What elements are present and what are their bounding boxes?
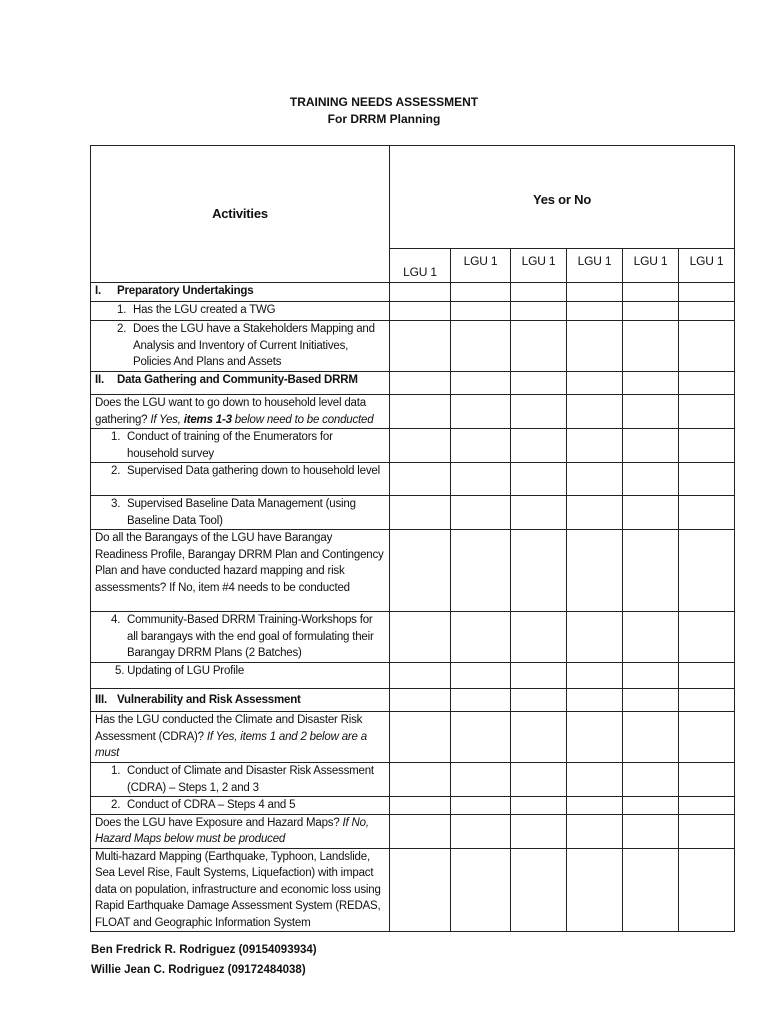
- section-title: [91, 283, 390, 302]
- answer-cell[interactable]: [390, 848, 451, 932]
- question-condition: If Yes,: [150, 413, 181, 426]
- answer-cell[interactable]: [567, 814, 623, 848]
- answer-cell[interactable]: [679, 612, 735, 663]
- answer-cell[interactable]: [511, 496, 567, 530]
- item-number: 1.: [117, 304, 127, 316]
- lgu-column-header: LGU 1: [390, 249, 451, 283]
- answer-cell[interactable]: [390, 763, 451, 797]
- item-text: Supervised Baseline Data Management (using Baseline Data Tool): [127, 498, 356, 527]
- answer-cell[interactable]: [567, 372, 623, 395]
- answer-cell[interactable]: [567, 463, 623, 496]
- answer-cell[interactable]: [451, 763, 511, 797]
- answer-cell[interactable]: [511, 814, 567, 848]
- answer-cell[interactable]: [567, 612, 623, 663]
- answer-cell[interactable]: [679, 395, 735, 429]
- section-label: Preparatory Undertakings: [117, 285, 254, 297]
- answer-cell[interactable]: [623, 321, 679, 372]
- answer-cell[interactable]: [679, 496, 735, 530]
- item-text: Conduct of CDRA – Steps 4 and 5: [127, 799, 296, 811]
- answer-cell[interactable]: [511, 463, 567, 496]
- answer-cell[interactable]: [511, 283, 567, 302]
- activity-row: [91, 848, 735, 932]
- answer-cell[interactable]: [451, 321, 511, 372]
- answer-cell[interactable]: [679, 763, 735, 797]
- answer-cell[interactable]: [390, 797, 451, 815]
- section-number: II.: [95, 374, 104, 386]
- question-text: Does the LGU have Exposure and Hazard Maps?: [95, 816, 340, 829]
- answer-cell[interactable]: [390, 814, 451, 848]
- answer-cell[interactable]: [567, 496, 623, 530]
- answer-cell[interactable]: [451, 612, 511, 663]
- lgu-column-header: LGU 1: [679, 249, 735, 283]
- answer-cell[interactable]: [511, 712, 567, 763]
- answer-cell[interactable]: [567, 712, 623, 763]
- activity-row: [91, 302, 735, 321]
- answer-cell[interactable]: [390, 321, 451, 372]
- answer-cell[interactable]: [511, 395, 567, 429]
- lgu-column-header: LGU 1: [451, 249, 511, 283]
- activity-label: [91, 321, 390, 372]
- answer-cell[interactable]: [390, 372, 451, 395]
- question-instruction: below need to be conducted: [234, 413, 374, 426]
- question-row: [91, 712, 735, 763]
- item-number: 4.: [111, 614, 121, 626]
- activity-row: [91, 429, 735, 463]
- answer-cell[interactable]: [451, 814, 511, 848]
- item-text: Does the LGU have a Stakeholders Mapping and Analysis and Inventory of Current Initiatives, Policies And Plans and Assets: [133, 323, 375, 368]
- activity-label: [91, 302, 390, 321]
- answer-cell[interactable]: [679, 814, 735, 848]
- item-number: 1.: [111, 431, 121, 443]
- section-title: [91, 689, 390, 712]
- answer-cell[interactable]: [451, 429, 511, 463]
- answer-cell[interactable]: [511, 763, 567, 797]
- answer-cell[interactable]: [623, 712, 679, 763]
- answer-cell[interactable]: [390, 429, 451, 463]
- activity-row: [91, 763, 735, 797]
- section-number: I.: [95, 285, 101, 297]
- activity-label: [91, 612, 390, 663]
- answer-cell[interactable]: [390, 463, 451, 496]
- lgu-column-header: LGU 1: [567, 249, 623, 283]
- item-number: 1.: [111, 765, 121, 777]
- answer-cell[interactable]: [567, 763, 623, 797]
- answer-cell[interactable]: [567, 663, 623, 689]
- answer-cell[interactable]: [623, 496, 679, 530]
- activity-label: [91, 763, 390, 797]
- section-label: Data Gathering and Community-Based DRRM: [117, 374, 358, 386]
- answer-cell[interactable]: [567, 530, 623, 612]
- answer-cell[interactable]: [390, 712, 451, 763]
- answer-cell[interactable]: [511, 848, 567, 932]
- section-row: [91, 372, 735, 395]
- answer-cell[interactable]: [451, 712, 511, 763]
- lgu-column-header: LGU 1: [511, 249, 567, 283]
- item-number: 2.: [111, 799, 121, 811]
- answer-cell[interactable]: [390, 496, 451, 530]
- answer-cell[interactable]: [451, 848, 511, 932]
- answer-cell[interactable]: [451, 496, 511, 530]
- answer-cell[interactable]: [390, 689, 451, 712]
- answer-cell[interactable]: [567, 797, 623, 815]
- answer-cell[interactable]: [511, 689, 567, 712]
- answer-cell[interactable]: [623, 797, 679, 815]
- answer-cell[interactable]: [623, 429, 679, 463]
- answer-cell[interactable]: [451, 530, 511, 612]
- answer-cell[interactable]: [390, 302, 451, 321]
- item-number: 3.: [111, 498, 121, 510]
- answer-cell[interactable]: [623, 372, 679, 395]
- answer-cell[interactable]: [567, 848, 623, 932]
- answer-cell[interactable]: [511, 429, 567, 463]
- answer-cell[interactable]: [511, 612, 567, 663]
- question-label: [91, 712, 390, 763]
- answer-cell[interactable]: [679, 530, 735, 612]
- document-subtitle: For DRRM Planning: [327, 112, 441, 126]
- section-title: [91, 372, 390, 395]
- answer-cell[interactable]: [623, 395, 679, 429]
- answer-cell[interactable]: [390, 612, 451, 663]
- lgu-column-header: LGU 1: [623, 249, 679, 283]
- answer-cell[interactable]: [567, 321, 623, 372]
- answer-cell[interactable]: [390, 663, 451, 689]
- answer-cell[interactable]: [679, 689, 735, 712]
- activity-row: [91, 321, 735, 372]
- answer-cell[interactable]: [451, 372, 511, 395]
- question-text: Does the LGU want to go down to household level data gathering?: [95, 397, 366, 426]
- answer-cell[interactable]: [567, 689, 623, 712]
- question-label: Do all the Barangays of the LGU have Barangay Readiness Profile, Barangay DRRM Plan and Contingency Plan and have conducted hazard mapping and risk assessments? If No, item #4 needs to be conducted: [91, 530, 390, 612]
- assessment-table: [90, 145, 735, 932]
- contact-footer: [91, 940, 317, 980]
- answer-cell[interactable]: [511, 302, 567, 321]
- item-number: 2.: [111, 465, 121, 477]
- answer-cell[interactable]: [623, 283, 679, 302]
- header-row: [91, 146, 735, 249]
- answer-cell[interactable]: [511, 663, 567, 689]
- section-label: Vulnerability and Risk Assessment: [117, 694, 301, 706]
- answer-cell[interactable]: [451, 797, 511, 815]
- activity-row: [91, 612, 735, 663]
- contact-line: Willie Jean C. Rodriguez (09172484038): [91, 964, 306, 976]
- answer-cell[interactable]: [451, 663, 511, 689]
- activity-label: Multi-hazard Mapping (Earthquake, Typhoon, Landslide, Sea Level Rise, Fault Systems, Liquefaction) with impact data on population, infrastructure and economic loss using Rapid Earthquake Damage Assessment System (REDAS, FLOAT and Geographic Information System: [91, 848, 390, 932]
- item-number: 2.: [117, 323, 127, 335]
- activity-label: [91, 463, 390, 496]
- question-text: Has the LGU conducted the Climate and Disaster Risk Assessment (CDRA)?: [95, 714, 363, 743]
- answer-cell[interactable]: [451, 283, 511, 302]
- item-text: Community-Based DRRM Training-Workshops for all barangays with the end goal of formulating their Barangay DRRM Plans (2 Batches): [127, 614, 374, 659]
- question-row: [91, 395, 735, 429]
- answer-cell[interactable]: [451, 302, 511, 321]
- question-row: [91, 814, 735, 848]
- question-label: [91, 395, 390, 429]
- document-title-block: [0, 94, 768, 128]
- answer-cell[interactable]: [451, 395, 511, 429]
- answer-cell[interactable]: [390, 283, 451, 302]
- answer-cell[interactable]: [623, 763, 679, 797]
- answer-cell[interactable]: [511, 530, 567, 612]
- answer-cell[interactable]: [679, 429, 735, 463]
- answer-cell[interactable]: [679, 463, 735, 496]
- item-text: Has the LGU created a TWG: [133, 304, 276, 316]
- answer-cell[interactable]: [679, 797, 735, 815]
- activity-row: [91, 496, 735, 530]
- activity-row: [91, 797, 735, 815]
- document-title: TRAINING NEEDS ASSESSMENT: [289, 95, 479, 109]
- activity-label: [91, 496, 390, 530]
- answer-cell[interactable]: [623, 848, 679, 932]
- answer-cell[interactable]: [679, 372, 735, 395]
- answer-cell[interactable]: [679, 321, 735, 372]
- answer-cell[interactable]: [511, 372, 567, 395]
- question-items-ref: items 1-3: [183, 413, 232, 426]
- activities-header: Activities: [91, 146, 390, 283]
- answer-cell[interactable]: [623, 530, 679, 612]
- section-number: III.: [95, 694, 107, 706]
- activity-label: [91, 429, 390, 463]
- answer-cell[interactable]: [451, 689, 511, 712]
- answer-cell[interactable]: [679, 283, 735, 302]
- section-row: [91, 689, 735, 712]
- question-instruction: If No, Hazard Maps below must be produced: [95, 816, 369, 845]
- activity-label: 5. Updating of LGU Profile: [91, 663, 390, 689]
- answer-cell[interactable]: [451, 463, 511, 496]
- activity-row: [91, 463, 735, 496]
- question-instruction: If Yes, items 1 and 2 below are a must: [95, 730, 367, 759]
- question-row: [91, 530, 735, 612]
- answer-cell[interactable]: [567, 395, 623, 429]
- answer-cell[interactable]: [679, 848, 735, 932]
- answer-cell[interactable]: [623, 612, 679, 663]
- answer-cell[interactable]: [567, 429, 623, 463]
- answer-cell[interactable]: [390, 395, 451, 429]
- answer-cell[interactable]: [623, 302, 679, 321]
- item-text: Supervised Data gathering down to household level: [127, 465, 380, 477]
- answer-cell[interactable]: [623, 814, 679, 848]
- answer-cell[interactable]: [623, 463, 679, 496]
- question-label: [91, 814, 390, 848]
- activity-row: [91, 663, 735, 689]
- answer-cell[interactable]: [679, 712, 735, 763]
- activity-label: [91, 797, 390, 815]
- item-text: Conduct of Climate and Disaster Risk Assessment (CDRA) – Steps 1, 2 and 3: [127, 765, 374, 794]
- answer-cell[interactable]: [623, 689, 679, 712]
- section-row: [91, 283, 735, 302]
- answer-cell[interactable]: [511, 321, 567, 372]
- answer-cell[interactable]: [567, 302, 623, 321]
- answer-cell[interactable]: [679, 302, 735, 321]
- yes-or-no-header: Yes or No: [390, 146, 735, 249]
- answer-cell[interactable]: [567, 283, 623, 302]
- answer-cell[interactable]: [511, 797, 567, 815]
- answer-cell[interactable]: [679, 663, 735, 689]
- contact-line: Ben Fredrick R. Rodriguez (09154093934): [91, 944, 317, 956]
- item-text: Conduct of training of the Enumerators for household survey: [127, 431, 333, 460]
- answer-cell[interactable]: [623, 663, 679, 689]
- answer-cell[interactable]: [390, 530, 451, 612]
